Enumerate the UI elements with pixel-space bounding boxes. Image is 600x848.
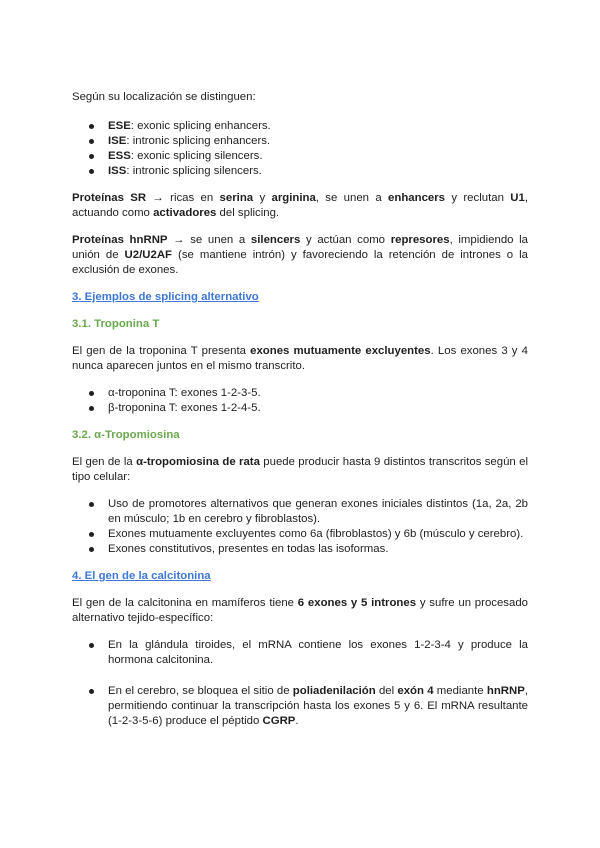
bullet-icon (89, 532, 94, 537)
list-item: ESE: exonic splicing enhancers. (72, 119, 528, 134)
bullet-icon (89, 154, 94, 159)
tropomyosin-paragraph: El gen de la α-tropomiosina de rata puede producir hasta 9 distintos transcritos según el tipo celular: (72, 456, 528, 483)
calcitonin-list (72, 638, 528, 729)
subsection-3-2-heading: 3.2. α-Tropomiosina (72, 429, 180, 441)
list-item: Exones constitutivos, presentes en todas las isoformas. (72, 542, 528, 557)
troponin-list (72, 386, 528, 416)
list-item: α-troponina T: exones 1-2-3-5. (72, 386, 528, 401)
subsection-3-1-heading: 3.1. Troponina T (72, 318, 160, 330)
tropomyosin-list (72, 497, 528, 557)
list-item: En el cerebro, se bloquea el sitio de poliadenilación del exón 4 mediante hnRNP, permitiendo continuar la transcripción hasta los exones 5 y 6. El mRNA resultante (1-2-3-5-6) produce el péptido CGRP. (72, 684, 528, 729)
section-3-heading[interactable]: 3. Ejemplos de splicing alternativo (72, 291, 259, 303)
bullet-icon (89, 689, 94, 694)
intro-text: Según su localización se distinguen: (72, 91, 256, 103)
splicing-elements-list (72, 119, 528, 179)
calcitonin-paragraph: El gen de la calcitonina en mamíferos tiene 6 exones y 5 intrones y sufre un procesado alternativo tejido-específico: (72, 597, 529, 624)
bullet-icon (89, 124, 94, 129)
bullet-icon (89, 406, 94, 411)
list-item: En la glándula tiroides, el mRNA contiene los exones 1-2-3-4 y produce la hormona calcitonina. (72, 638, 528, 668)
list-item: ESS: exonic splicing silencers. (72, 149, 528, 164)
bullet-icon (89, 643, 94, 648)
bullet-icon (89, 502, 94, 507)
sr-proteins-paragraph: Proteínas SR → ricas en serina y arginina, se unen a enhancers y reclutan U1, actuando como activadores del splicing. (72, 192, 528, 219)
bullet-icon (89, 139, 94, 144)
list-item: Uso de promotores alternativos que generan exones iniciales distintos (1a, 2a, 2b en músculo; 1b en cerebro y fibroblastos). (72, 497, 528, 527)
list-item: ISE: intronic splicing enhancers. (72, 134, 528, 149)
troponin-paragraph: El gen de la troponina T presenta exones mutuamente excluyentes. Los exones 3 y 4 nunca aparecen juntos en el mismo transcrito. (72, 345, 528, 372)
bullet-icon (89, 169, 94, 174)
document-body (72, 90, 528, 729)
bullet-icon (89, 391, 94, 396)
bullet-icon (89, 547, 94, 552)
hnrnp-proteins-paragraph: Proteínas hnRNP → se unen a silencers y actúan como represores, impidiendo la unión de U2/U2AF (se mantiene intrón) y favoreciendo la retención de intrones o la exclusión de exones. (72, 234, 529, 276)
list-item: β-troponina T: exones 1-2-4-5. (72, 401, 528, 416)
list-item: ISS: intronic splicing silencers. (72, 164, 528, 179)
section-4-heading[interactable]: 4. El gen de la calcitonina (72, 570, 211, 582)
list-item: Exones mutuamente excluyentes como 6a (fibroblastos) y 6b (músculo y cerebro). (72, 527, 528, 542)
